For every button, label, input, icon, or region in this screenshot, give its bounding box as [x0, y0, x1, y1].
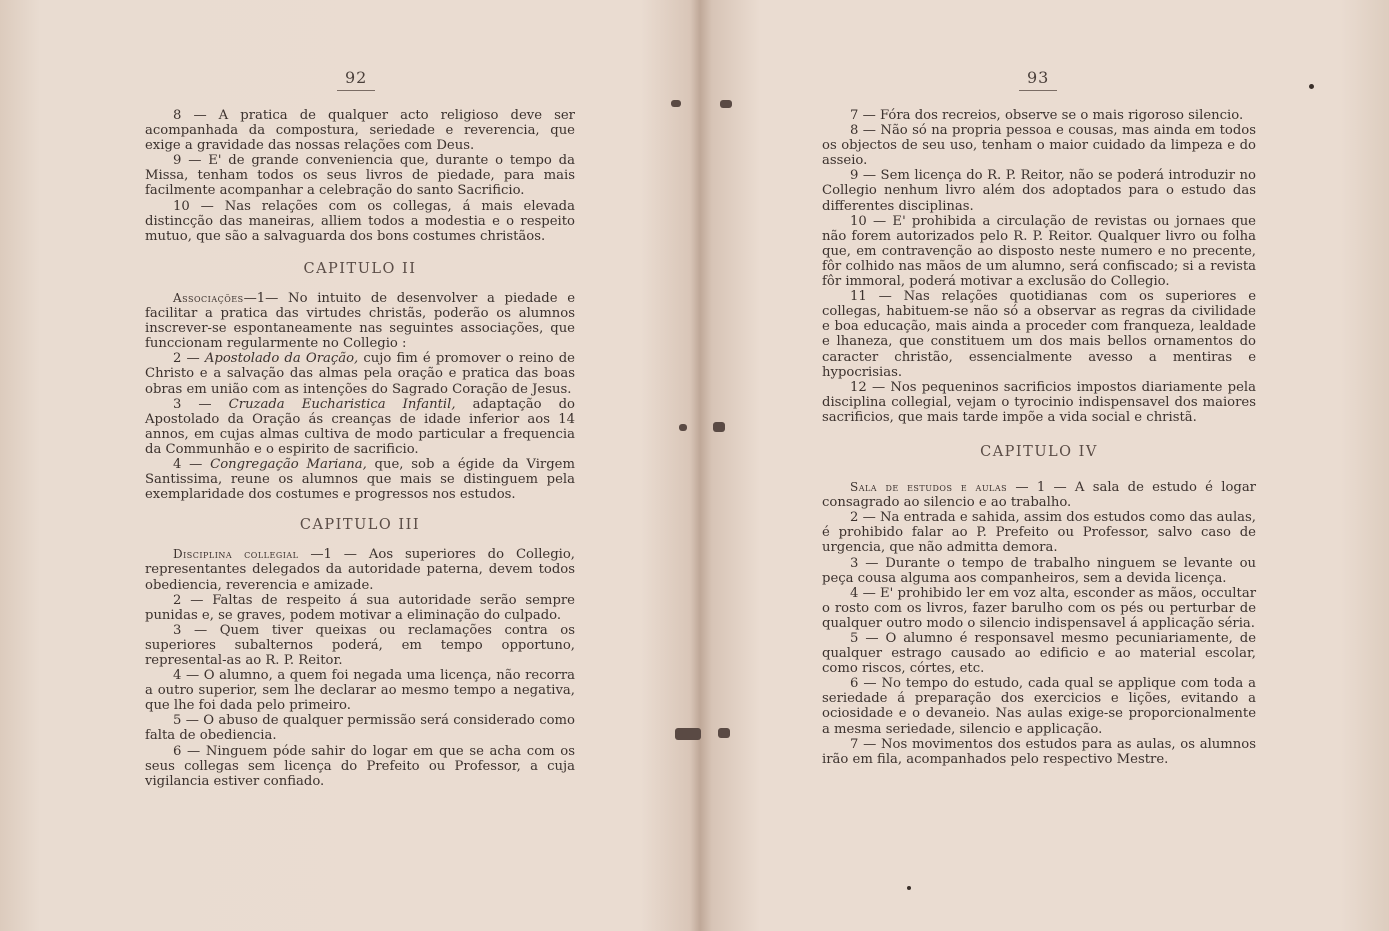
right-page	[700, 0, 1389, 931]
paragraph: 4 — O alumno, a quem foi negada uma licença, não recorra a outro superior, sem lhe declarar ao mesmo tempo a negativa, que lhe foi dada pelo primeiro.	[145, 668, 575, 714]
paragraph: 2 — Faltas de respeito á sua autoridade serão sempre punidas e, se graves, podem motivar a eliminação do culpado.	[145, 592, 575, 623]
paragraph: Sala de estudos e aulas — 1 — A sala de estudo é logar consagrado ao silencio e ao trabalho.	[822, 480, 1256, 511]
paragraph: 2 — Apostolado da Oração, cujo fim é promover o reino de Christo e a salvação das almas pela oração e pratica das boas obras em união com as intenções do Sagrado Coração de Jesus.	[145, 351, 575, 397]
paragraph: 3 — Cruzada Eucharistica Infantil, adaptação do Apostolado da Oração ás creanças de idade inferior aos 14 annos, em cujas almas cultiva de modo particular a frequencia da Communhão e o espirito de sacrificio.	[145, 396, 575, 457]
paragraph: 11 — Nas relações quotidianas com os superiores e collegas, habituem-se não só a observar as regras da civilidade e boa educação, mais ainda a proceder com franqueza, lealdade e lhaneza, que constituem um dos mais bellos ornamentos do caracter christão, essencialmente avesso a mentiras e hypocrisias.	[822, 289, 1256, 380]
paragraph: 10 — E' prohibida a circulação de revistas ou jornaes que não forem autorizados pelo R. P. Reitor. Qualquer livro ou folha que, em contravenção ao disposto neste numero e no precente, fôr colhido nas mãos de um alumno, será confiscado; si a revista fôr immoral, poderá motivar a exclusão do Collegio.	[822, 213, 1256, 290]
paragraph: 7 — Nos movimentos dos estudos para as aulas, os alumnos irão em fila, acompanhados pelo respectivo Mestre.	[822, 736, 1256, 767]
paragraph: 8 — A pratica de qualquer acto religioso deve ser acompanhada da compostura, seriedade e reverencia, que exige a gravidade das nossas relações com Deus.	[145, 108, 575, 154]
paragraph: Disciplina collegial —1 — Aos superiores do Collegio, representantes delegados da autoridade paterna, devem todos obediencia, reverencia e amizade.	[145, 547, 576, 593]
paragraph: Associações—1— No intuito de desenvolver a piedade e facilitar a pratica das virtudes christãs, poderão os alumnos inscrever-se espontaneamente nas seguintes associações, que funccionam regularmente no Collegio :	[145, 290, 575, 352]
section-label: Associações	[173, 290, 244, 305]
paragraph: 10 — Nas relações com os collegas, á mais elevada distincção das maneiras, alliem todos a modestia e o respeito mutuo, que são a salvaguarda dos bons costumes christãos.	[145, 198, 575, 244]
paragraph: 8 — Não só na propria pessoa e cousas, mas ainda em todos os objectos de seu uso, tenham o maior cuidado da limpeza e do asseio.	[822, 123, 1256, 169]
paragraph: 6 — No tempo do estudo, cada qual se applique com toda a seriedade á preparação dos exercicios e lições, evitando a ociosidade e o devaneio. Nas aulas exige-se proporcionalmente a mesma seriedade, silencio e applicação.	[822, 676, 1256, 737]
section-label: Sala de estudos e aulas	[850, 480, 1008, 495]
chapter-heading: CAPITULO III	[299, 517, 421, 534]
chapter-heading: CAPITULO IV	[980, 443, 1098, 460]
paragraph: 12 — Nos pequeninos sacrificios impostos diariamente pela disciplina collegial, vejam o tyrocinio indispensavel dos maiores sacrificios, que mais tarde impõe a vida social e christã.	[822, 379, 1256, 425]
section-label: Disciplina collegial	[173, 547, 299, 562]
paragraph: 5 — O abuso de qualquer permissão será considerado como falta de obediencia.	[145, 713, 575, 744]
paragraph: 9 — Sem licença do R. P. Reitor, não se poderá introduzir no Collegio nenhum livro além dos adoptados para o estudo das differentes disciplinas.	[822, 168, 1256, 214]
paragraph: 7 — Fóra dos recreios, observe se o mais rigoroso silencio.	[850, 108, 1244, 123]
paragraph: 4 — E' prohibido ler em voz alta, esconder as mãos, occultar o rosto com os livros, fazer barulho com os pés ou perturbar de qualquer outro modo o silencio indispensavel á applicação séria.	[822, 585, 1256, 631]
paragraph: 6 — Ninguem póde sahir do logar em que se acha com os seus collegas sem licença do Prefeito ou Professor, a cuja vigilancia estiver confiado.	[145, 743, 575, 789]
paragraph: 3 — Durante o tempo de trabalho ninguem se levante ou peça cousa alguma aos companheiros, sem a devida licença.	[822, 555, 1256, 586]
paragraph: 4 — Congregação Mariana, que, sob a égide da Virgem Santissima, reune os alumnos que mais se distinguem pela exemplaridade dos costumes e progressos nos estudos.	[145, 456, 575, 503]
paragraph: 9 — E' de grande conveniencia que, durante o tempo da Missa, tenham todos os seus livros de piedade, para mais facilmente acompanhar a celebração do santo Sacrificio.	[145, 153, 575, 199]
chapter-heading: CAPITULO II	[303, 260, 417, 277]
paragraph: 5 — O alumno é responsavel mesmo pecuniariamente, de qualquer estrago causado ao edificio e ao material escolar, como riscos, córtes, etc.	[822, 631, 1256, 677]
paragraph: 2 — Na entrada e sahida, assim dos estudos como das aulas, é prohibido falar ao P. Prefeito ou Professor, salvo caso de urgencia, que não admitta demora.	[822, 510, 1256, 556]
page-number-left: 92	[345, 68, 368, 87]
page-number-right: 93	[1027, 68, 1050, 87]
paragraph: 3 — Quem tiver queixas ou reclamações contra os superiores subalternos poderá, em tempo opportuno, represental-as ao R. P. Reitor.	[145, 622, 575, 668]
left-page-text	[145, 108, 575, 789]
right-page-text	[822, 108, 1256, 767]
